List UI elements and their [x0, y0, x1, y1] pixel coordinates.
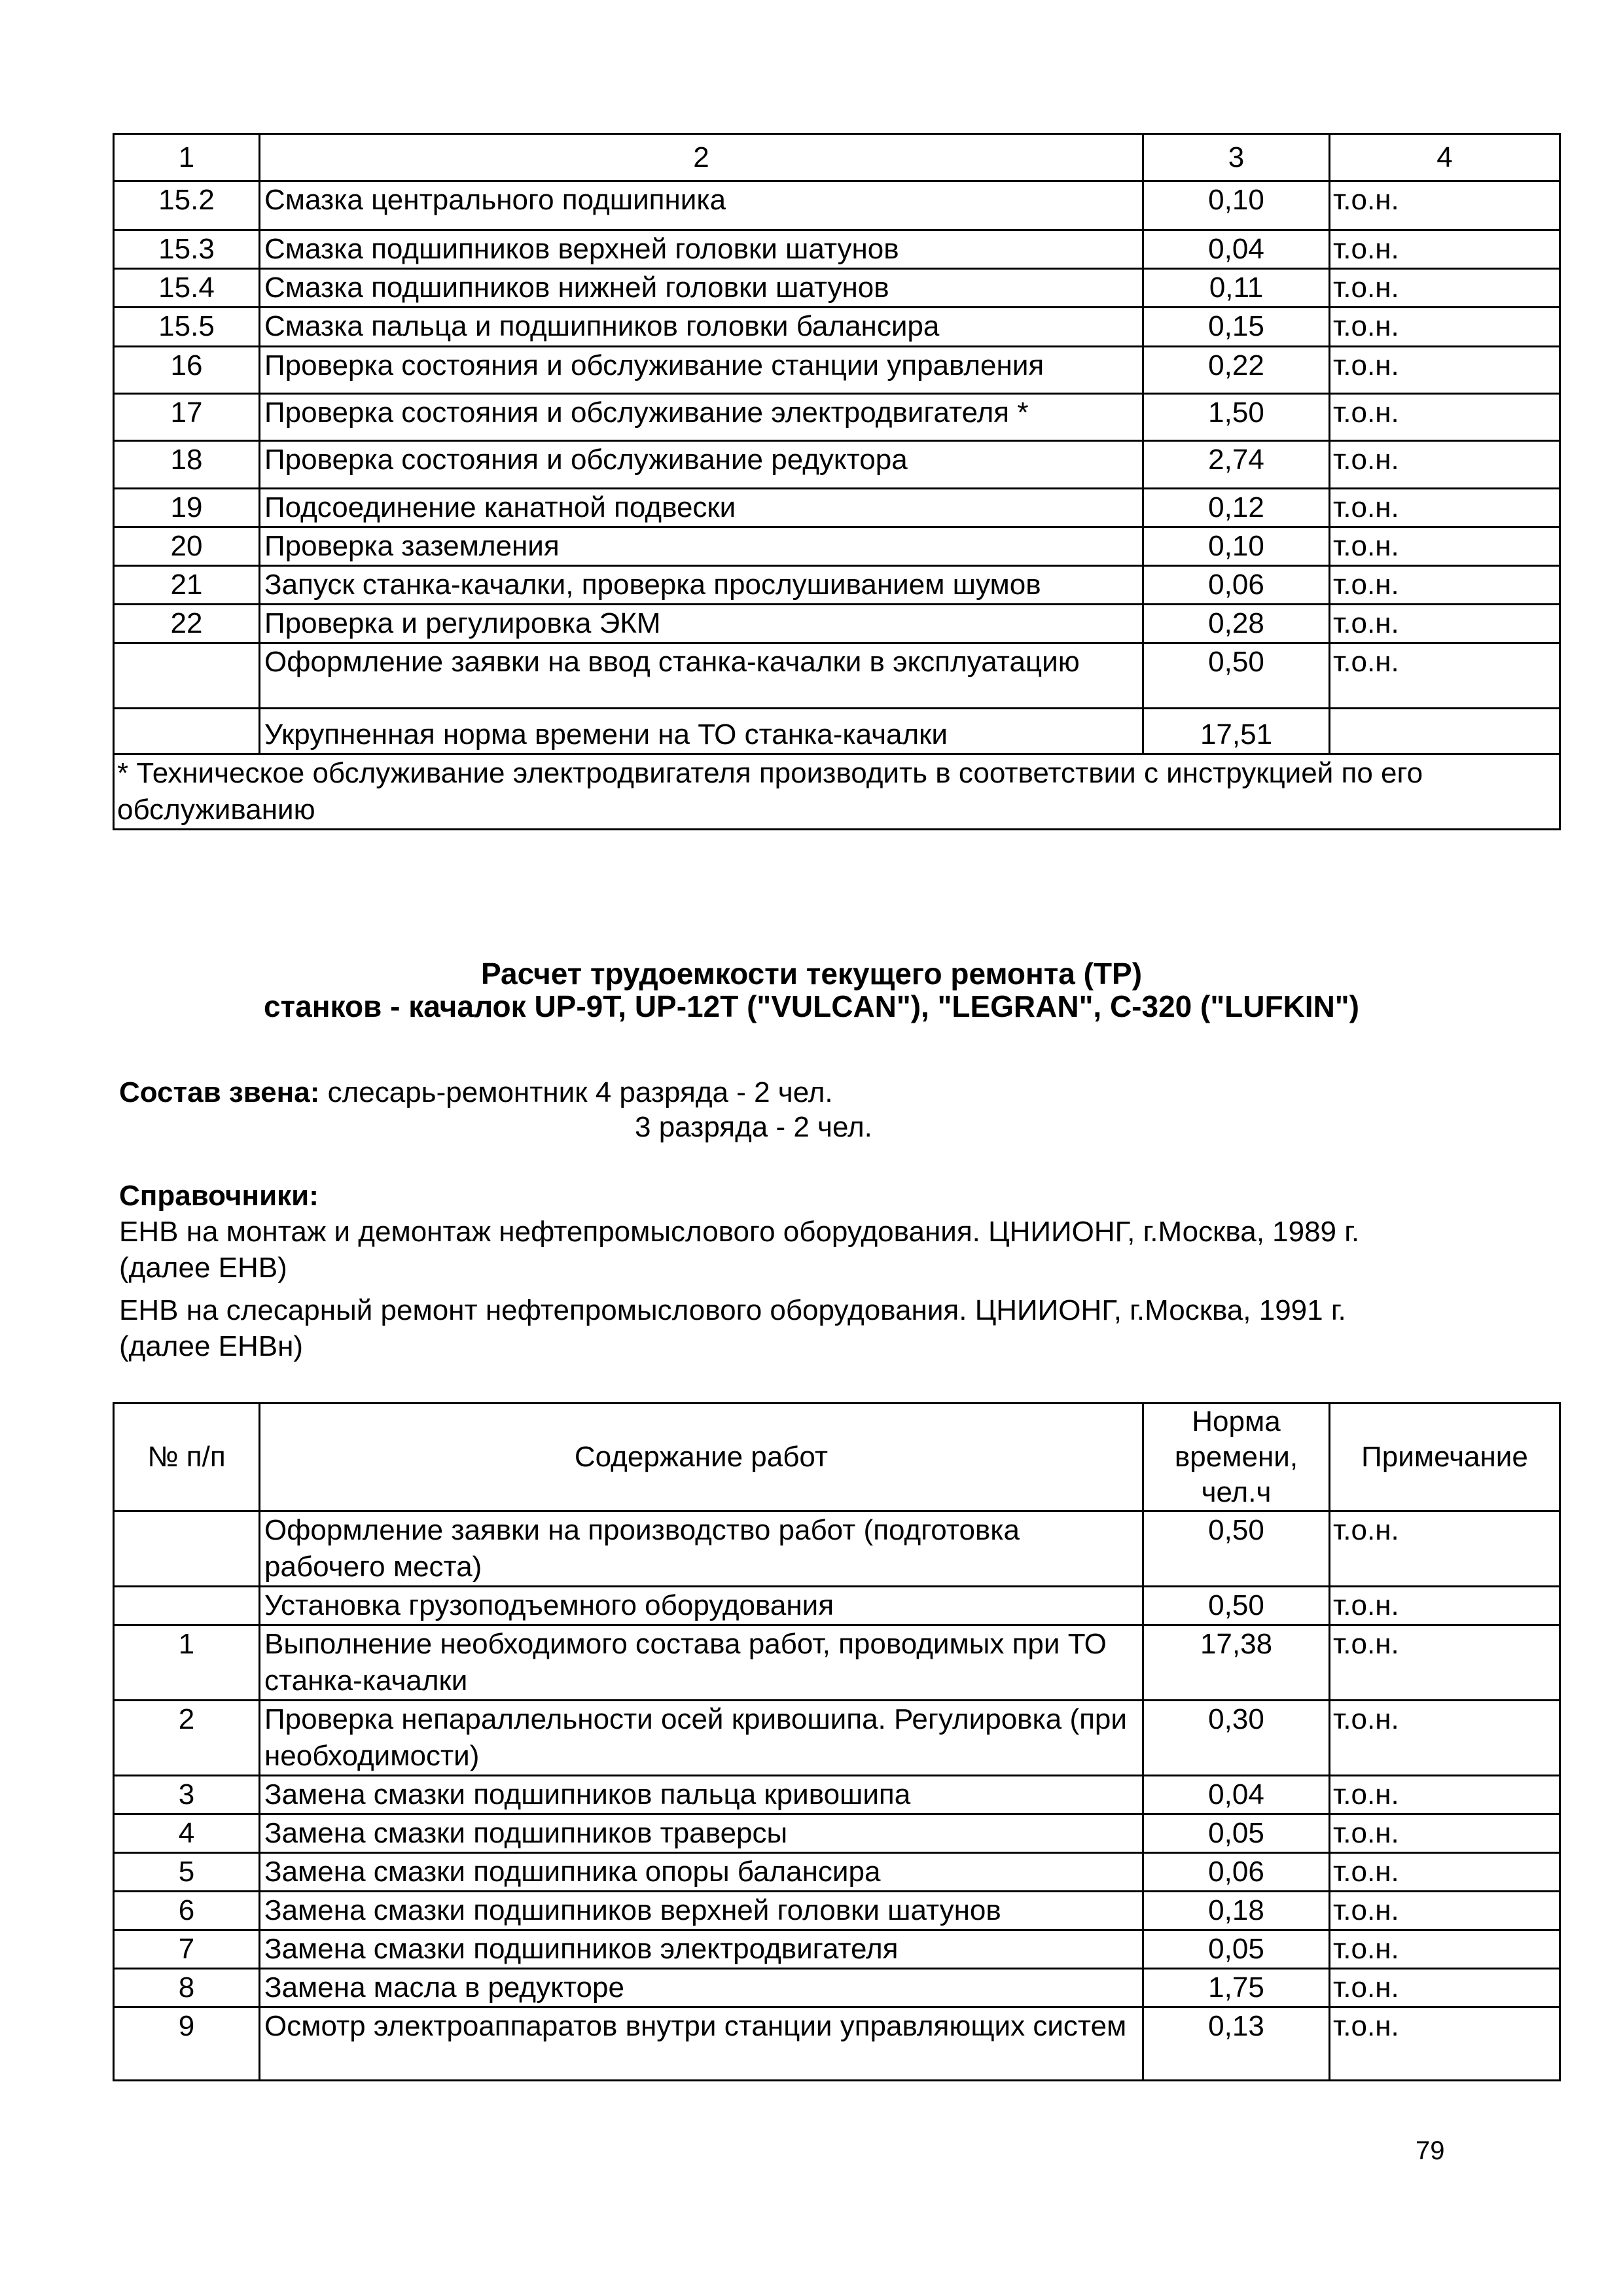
table-row: [114, 230, 1560, 269]
row-note: т.о.н.: [1330, 1814, 1560, 1853]
table-row: [114, 1892, 1560, 1930]
row-note: т.о.н.: [1330, 605, 1560, 643]
table-row: [114, 489, 1560, 527]
row-number: 15.5: [114, 308, 260, 347]
row-note: т.о.н.: [1330, 347, 1560, 394]
row-description: Проверка и регулировка ЭКМ: [260, 605, 1143, 643]
row-description: Проверка заземления: [260, 527, 1143, 566]
row-value: 0,06: [1143, 566, 1330, 605]
table-row: [114, 394, 1560, 441]
table-row: [114, 1511, 1560, 1587]
table-row: [114, 2007, 1560, 2081]
row-description: Установка грузоподъемного оборудования: [260, 1587, 1143, 1625]
row-note: т.о.н.: [1330, 1776, 1560, 1814]
row-number: 1: [114, 1625, 260, 1701]
row-number: 2: [114, 1701, 260, 1776]
page-number: 79: [1416, 2136, 1445, 2165]
header-norm: [1143, 1404, 1330, 1511]
row-number: 19: [114, 489, 260, 527]
row-value: 0,06: [1143, 1853, 1330, 1892]
table-row: [114, 1701, 1560, 1776]
table-row: [114, 347, 1560, 394]
row-note: т.о.н.: [1330, 1625, 1560, 1701]
column-number-3: 3: [1143, 134, 1330, 181]
section-title-line2: станков - качалок UP-9T, UP-12T ("VULCAN"), "LEGRAN", C-320 ("LUFKIN"): [264, 989, 1359, 1023]
footnote-row: [114, 754, 1560, 830]
row-value: 1,50: [1143, 394, 1330, 441]
row-description: Смазка подшипников верхней головки шатунов: [260, 230, 1143, 269]
crew-line2: 3 разряда - 2 чел.: [635, 1111, 872, 1143]
row-number: 18: [114, 441, 260, 489]
total-value: 17,51: [1143, 709, 1330, 754]
table-row: [114, 1625, 1560, 1701]
table-row: [114, 1930, 1560, 1969]
row-description: Проверка непараллельности осей кривошипа. Регулировка (при необходимости): [260, 1701, 1143, 1776]
row-number: 8: [114, 1969, 260, 2007]
row-note: т.о.н.: [1330, 1853, 1560, 1892]
maintenance-norms-table: [113, 133, 1561, 830]
row-note: т.о.н.: [1330, 1511, 1560, 1587]
row-description: Замена масла в редукторе: [260, 1969, 1143, 2007]
row-note: т.о.н.: [1330, 1969, 1560, 2007]
row-note: т.о.н.: [1330, 441, 1560, 489]
row-value: 2,74: [1143, 441, 1330, 489]
table-row: [114, 441, 1560, 489]
row-value: 0,50: [1143, 643, 1330, 709]
row-number: 7: [114, 1930, 260, 1969]
section-title-line1: Расчет трудоемкости текущего ремонта (ТР): [480, 957, 1143, 991]
table-row: [114, 181, 1560, 230]
row-description: Осмотр электроаппаратов внутри станции управляющих систем: [260, 2007, 1143, 2081]
row-description: Подсоединение канатной подвески: [260, 489, 1143, 527]
row-number: [114, 1587, 260, 1625]
table-row: [114, 1853, 1560, 1892]
table-header-row: [114, 134, 1560, 181]
reference-1-line1: ЕНВ на монтаж и демонтаж нефтепромыслового оборудования. ЦНИИОНГ, г.Москва, 1989 г.: [119, 1216, 1360, 1248]
reference-2-line2: (далее ЕНВн): [119, 1330, 304, 1362]
row-number: [114, 643, 260, 709]
row-value: 17,38: [1143, 1625, 1330, 1701]
reference-2-line1: ЕНВ на слесарный ремонт нефтепромыслового оборудования. ЦНИИОНГ, г.Москва, 1991 г.: [119, 1294, 1346, 1326]
header-norm-line3: чел.ч: [1201, 1476, 1272, 1508]
row-number: 17: [114, 394, 260, 441]
row-value: 0,30: [1143, 1701, 1330, 1776]
table-row: [114, 643, 1560, 709]
row-note: т.о.н.: [1330, 643, 1560, 709]
row-value: 0,50: [1143, 1587, 1330, 1625]
row-value: 0,04: [1143, 1776, 1330, 1814]
row-value: 0,18: [1143, 1892, 1330, 1930]
row-description: Замена смазки подшипников верхней головки шатунов: [260, 1892, 1143, 1930]
reference-1-line2: (далее ЕНВ): [119, 1252, 287, 1284]
row-note: т.о.н.: [1330, 394, 1560, 441]
crew-label: Состав звена:: [119, 1076, 320, 1108]
row-note: т.о.н.: [1330, 1587, 1560, 1625]
row-number: 6: [114, 1892, 260, 1930]
row-value: 0,50: [1143, 1511, 1330, 1587]
row-number: 9: [114, 2007, 260, 2081]
row-number: 15.3: [114, 230, 260, 269]
row-description: Замена смазки подшипников пальца кривошипа: [260, 1776, 1143, 1814]
row-value: 0,15: [1143, 308, 1330, 347]
row-number: 15.4: [114, 269, 260, 308]
table-row: [114, 566, 1560, 605]
crew-line1: слесарь-ремонтник 4 разряда - 2 чел.: [319, 1076, 833, 1108]
column-number-1: 1: [114, 134, 260, 181]
row-value: 0,04: [1143, 230, 1330, 269]
header-norm-line2: времени,: [1174, 1441, 1298, 1473]
row-description: Замена смазки подшипников электродвигателя: [260, 1930, 1143, 1969]
table-row: [114, 605, 1560, 643]
row-value: 0,10: [1143, 527, 1330, 566]
row-number: 5: [114, 1853, 260, 1892]
row-description: Запуск станка-качалки, проверка прослушиванием шумов: [260, 566, 1143, 605]
row-note: т.о.н.: [1330, 566, 1560, 605]
row-note: т.о.н.: [1330, 527, 1560, 566]
row-value: 0,28: [1143, 605, 1330, 643]
row-number: 21: [114, 566, 260, 605]
table-total-row: [114, 709, 1560, 754]
footnote: * Техническое обслуживание электродвигателя производить в соответствии с инструкцией по его обслуживанию: [114, 754, 1560, 830]
total-description: Укрупненная норма времени на ТО станка-качалки: [260, 709, 1143, 754]
row-description: Проверка состояния и обслуживание электродвигателя *: [260, 394, 1143, 441]
references-label: Справочники:: [119, 1180, 319, 1212]
row-description: Проверка состояния и обслуживание редуктора: [260, 441, 1143, 489]
row-note: т.о.н.: [1330, 1701, 1560, 1776]
row-number: 20: [114, 527, 260, 566]
row-number: 4: [114, 1814, 260, 1853]
row-value: 0,05: [1143, 1930, 1330, 1969]
table-row: [114, 1969, 1560, 2007]
row-description: Замена смазки подшипника опоры балансира: [260, 1853, 1143, 1892]
row-note: т.о.н.: [1330, 489, 1560, 527]
row-number: 3: [114, 1776, 260, 1814]
row-number: 15.2: [114, 181, 260, 230]
row-note: т.о.н.: [1330, 181, 1560, 230]
row-description: Замена смазки подшипников траверсы: [260, 1814, 1143, 1853]
row-number: 16: [114, 347, 260, 394]
row-note: т.о.н.: [1330, 1892, 1560, 1930]
row-number: 22: [114, 605, 260, 643]
table-row: [114, 1776, 1560, 1814]
table-row: [114, 269, 1560, 308]
row-note: т.о.н.: [1330, 2007, 1560, 2081]
table-row: [114, 527, 1560, 566]
header-description: Содержание работ: [260, 1404, 1143, 1511]
row-description: Выполнение необходимого состава работ, проводимых при ТО станка-качалки: [260, 1625, 1143, 1701]
table-row: [114, 308, 1560, 347]
header-norm-line1: Норма: [1192, 1405, 1281, 1438]
column-number-4: 4: [1330, 134, 1560, 181]
row-description: Проверка состояния и обслуживание станции управления: [260, 347, 1143, 394]
row-value: 0,05: [1143, 1814, 1330, 1853]
row-value: 0,12: [1143, 489, 1330, 527]
repair-labor-table: [113, 1402, 1561, 2081]
row-number: [114, 709, 260, 754]
table-header-row: [114, 1404, 1560, 1511]
row-note: [1330, 709, 1560, 754]
crew-composition: [119, 1074, 833, 1111]
row-value: 0,11: [1143, 269, 1330, 308]
row-description: Смазка пальца и подшипников головки балансира: [260, 308, 1143, 347]
row-description: Оформление заявки на ввод станка-качалки в эксплуатацию: [260, 643, 1143, 709]
table-row: [114, 1587, 1560, 1625]
row-value: 0,13: [1143, 2007, 1330, 2081]
row-description: Смазка центрального подшипника: [260, 181, 1143, 230]
table-row: [114, 1814, 1560, 1853]
row-value: 0,10: [1143, 181, 1330, 230]
header-number: № п/п: [114, 1404, 260, 1511]
row-value: 1,75: [1143, 1969, 1330, 2007]
row-value: 0,22: [1143, 347, 1330, 394]
row-description: Смазка подшипников нижней головки шатунов: [260, 269, 1143, 308]
row-description: Оформление заявки на производство работ (подготовка рабочего места): [260, 1511, 1143, 1587]
column-number-2: 2: [260, 134, 1143, 181]
row-note: т.о.н.: [1330, 308, 1560, 347]
row-note: т.о.н.: [1330, 269, 1560, 308]
row-note: т.о.н.: [1330, 230, 1560, 269]
row-number: [114, 1511, 260, 1587]
row-note: т.о.н.: [1330, 1930, 1560, 1969]
header-note: Примечание: [1330, 1404, 1560, 1511]
